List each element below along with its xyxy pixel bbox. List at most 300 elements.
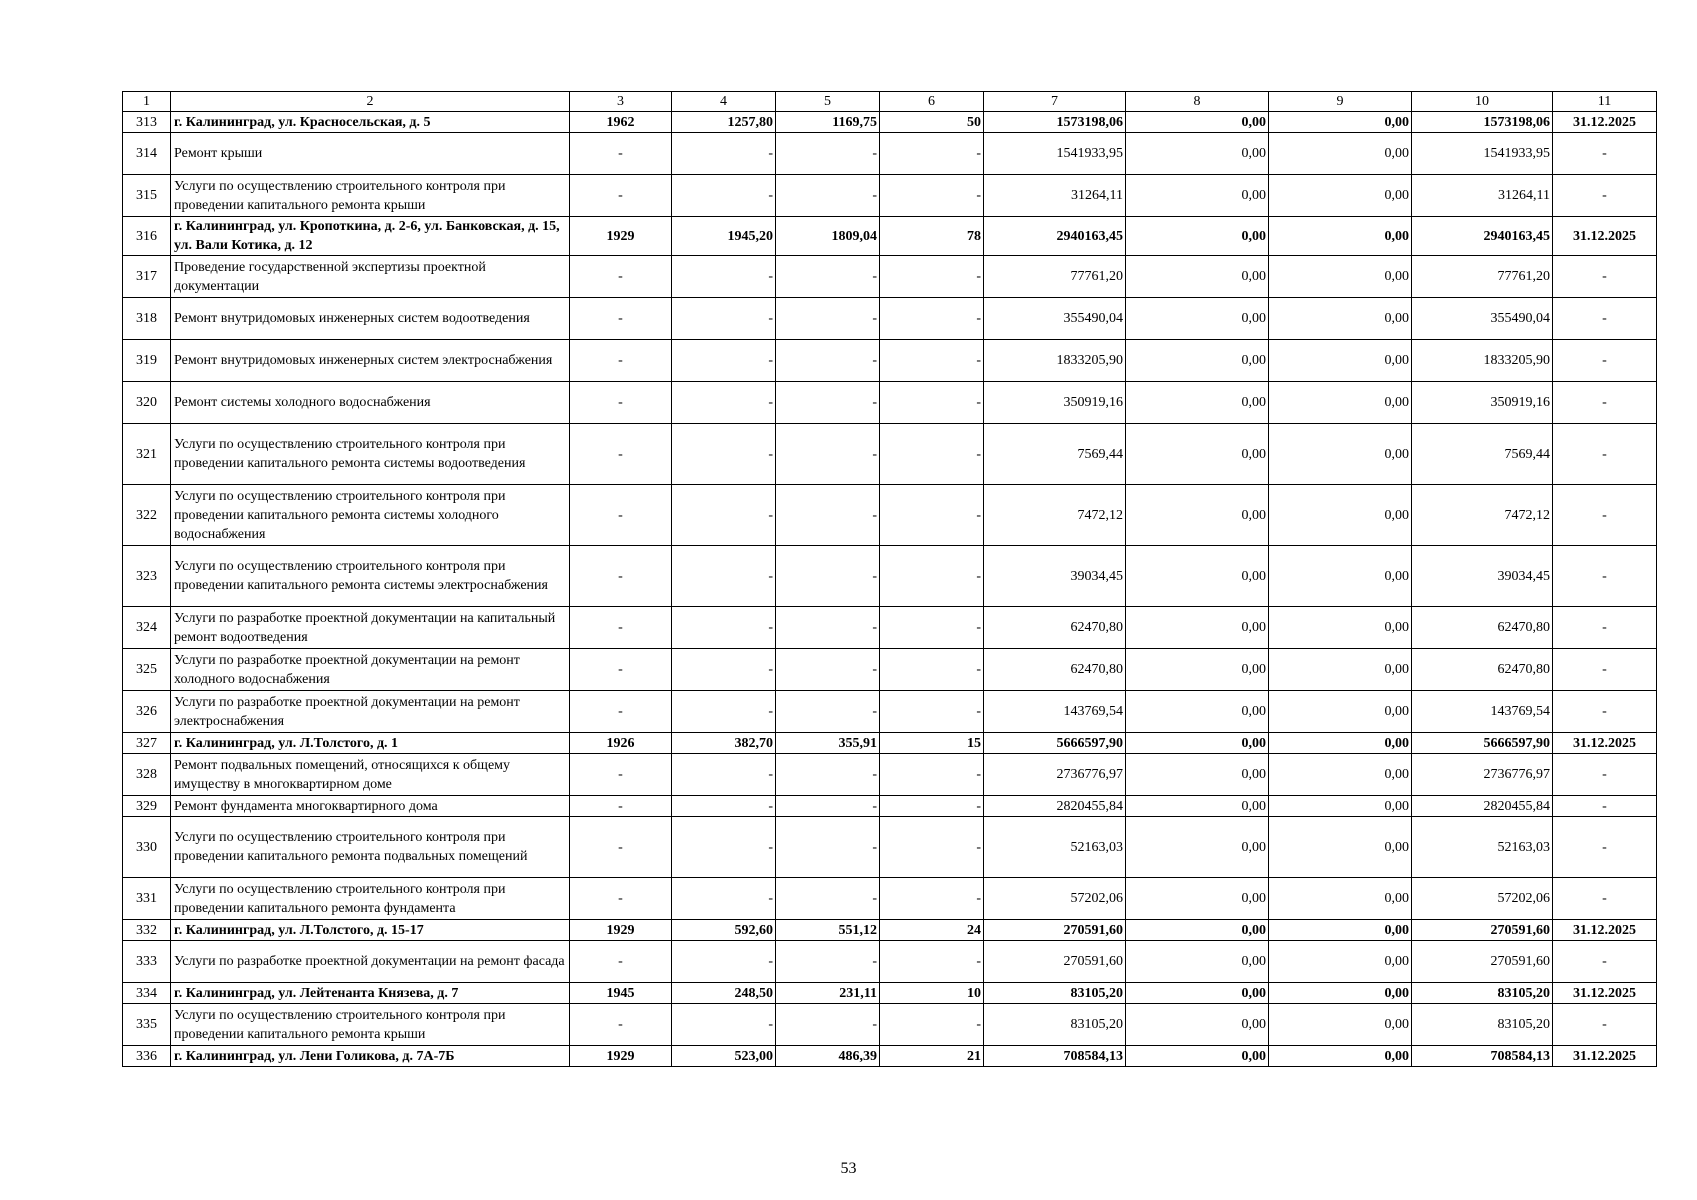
- year-built: 1929: [570, 1046, 672, 1067]
- item-name: г. Калининград, ул. Красносельская, д. 5: [171, 112, 570, 133]
- total-cost: 39034,45: [984, 546, 1126, 607]
- total-area: -: [672, 546, 776, 607]
- total-area: 592,60: [672, 920, 776, 941]
- work-item-row: [123, 298, 1657, 340]
- residents-count: -: [880, 691, 984, 733]
- total-cost: 355490,04: [984, 298, 1126, 340]
- total-cost: 708584,13: [984, 1046, 1126, 1067]
- item-name: г. Калининград, ул. Лени Голикова, д. 7А-7Б: [171, 1046, 570, 1067]
- total-cost: 62470,80: [984, 649, 1126, 691]
- federal-funds: 0,00: [1126, 546, 1269, 607]
- item-name: г. Калининград, ул. Л.Толстого, д. 1: [171, 733, 570, 754]
- item-name: Услуги по осуществлению строительного контроля при проведении капитального ремонта системы водоотведения: [171, 424, 570, 485]
- living-area: -: [776, 691, 880, 733]
- year-built: -: [570, 298, 672, 340]
- total-cost: 5666597,90: [984, 733, 1126, 754]
- owners-funds: 7472,12: [1412, 485, 1553, 546]
- total-area: -: [672, 941, 776, 983]
- completion-date: -: [1553, 796, 1657, 817]
- living-area: -: [776, 546, 880, 607]
- total-area: -: [672, 298, 776, 340]
- work-item-row: [123, 941, 1657, 983]
- residents-count: -: [880, 941, 984, 983]
- federal-funds: 0,00: [1126, 298, 1269, 340]
- column-number-row: [123, 92, 1657, 112]
- living-area: -: [776, 607, 880, 649]
- total-cost: 52163,03: [984, 817, 1126, 878]
- owners-funds: 355490,04: [1412, 298, 1553, 340]
- total-cost: 1573198,06: [984, 112, 1126, 133]
- federal-funds: 0,00: [1126, 256, 1269, 298]
- living-area: -: [776, 175, 880, 217]
- owners-funds: 57202,06: [1412, 878, 1553, 920]
- living-area: 551,12: [776, 920, 880, 941]
- regional-funds: 0,00: [1269, 817, 1412, 878]
- completion-date: -: [1553, 1004, 1657, 1046]
- address-row: [123, 217, 1657, 256]
- total-area: -: [672, 424, 776, 485]
- row-number: 336: [123, 1046, 171, 1067]
- living-area: -: [776, 796, 880, 817]
- living-area: -: [776, 878, 880, 920]
- row-number: 333: [123, 941, 171, 983]
- work-item-row: [123, 485, 1657, 546]
- item-name: Услуги по разработке проектной документации на капитальный ремонт водоотведения: [171, 607, 570, 649]
- row-number: 330: [123, 817, 171, 878]
- completion-date: -: [1553, 754, 1657, 796]
- federal-funds: 0,00: [1126, 217, 1269, 256]
- total-cost: 57202,06: [984, 878, 1126, 920]
- owners-funds: 31264,11: [1412, 175, 1553, 217]
- regional-funds: 0,00: [1269, 920, 1412, 941]
- regional-funds: 0,00: [1269, 691, 1412, 733]
- living-area: -: [776, 941, 880, 983]
- column-number: 7: [984, 92, 1126, 112]
- federal-funds: 0,00: [1126, 920, 1269, 941]
- total-cost: 83105,20: [984, 983, 1126, 1004]
- federal-funds: 0,00: [1126, 1004, 1269, 1046]
- total-area: 248,50: [672, 983, 776, 1004]
- work-item-row: [123, 691, 1657, 733]
- item-name: Услуги по осуществлению строительного контроля при проведении капитального ремонта крыши: [171, 1004, 570, 1046]
- row-number: 327: [123, 733, 171, 754]
- living-area: -: [776, 424, 880, 485]
- year-built: -: [570, 133, 672, 175]
- year-built: -: [570, 256, 672, 298]
- residents-count: 78: [880, 217, 984, 256]
- work-item-row: [123, 133, 1657, 175]
- page-number: 53: [840, 1160, 857, 1177]
- federal-funds: 0,00: [1126, 112, 1269, 133]
- living-area: -: [776, 256, 880, 298]
- living-area: -: [776, 298, 880, 340]
- living-area: 355,91: [776, 733, 880, 754]
- year-built: -: [570, 649, 672, 691]
- work-item-row: [123, 175, 1657, 217]
- regional-funds: 0,00: [1269, 298, 1412, 340]
- total-cost: 31264,11: [984, 175, 1126, 217]
- item-name: Услуги по осуществлению строительного контроля при проведении капитального ремонта подвальных помещений: [171, 817, 570, 878]
- regional-funds: 0,00: [1269, 878, 1412, 920]
- work-item-row: [123, 382, 1657, 424]
- regional-funds: 0,00: [1269, 754, 1412, 796]
- regional-funds: 0,00: [1269, 796, 1412, 817]
- regional-funds: 0,00: [1269, 133, 1412, 175]
- residents-count: -: [880, 340, 984, 382]
- column-number: 8: [1126, 92, 1269, 112]
- year-built: -: [570, 796, 672, 817]
- completion-date: 31.12.2025: [1553, 112, 1657, 133]
- year-built: -: [570, 878, 672, 920]
- federal-funds: 0,00: [1126, 382, 1269, 424]
- owners-funds: 5666597,90: [1412, 733, 1553, 754]
- federal-funds: 0,00: [1126, 133, 1269, 175]
- owners-funds: 2820455,84: [1412, 796, 1553, 817]
- residents-count: -: [880, 649, 984, 691]
- residents-count: -: [880, 878, 984, 920]
- owners-funds: 62470,80: [1412, 607, 1553, 649]
- year-built: -: [570, 485, 672, 546]
- federal-funds: 0,00: [1126, 941, 1269, 983]
- living-area: -: [776, 817, 880, 878]
- total-area: -: [672, 485, 776, 546]
- completion-date: -: [1553, 691, 1657, 733]
- federal-funds: 0,00: [1126, 607, 1269, 649]
- year-built: 1945: [570, 983, 672, 1004]
- year-built: -: [570, 691, 672, 733]
- year-built: -: [570, 1004, 672, 1046]
- year-built: -: [570, 817, 672, 878]
- federal-funds: 0,00: [1126, 691, 1269, 733]
- completion-date: -: [1553, 817, 1657, 878]
- year-built: -: [570, 424, 672, 485]
- federal-funds: 0,00: [1126, 817, 1269, 878]
- living-area: -: [776, 133, 880, 175]
- owners-funds: 1833205,90: [1412, 340, 1553, 382]
- work-item-row: [123, 546, 1657, 607]
- owners-funds: 83105,20: [1412, 983, 1553, 1004]
- federal-funds: 0,00: [1126, 1046, 1269, 1067]
- item-name: Ремонт фундамента многоквартирного дома: [171, 796, 570, 817]
- owners-funds: 1573198,06: [1412, 112, 1553, 133]
- total-area: -: [672, 796, 776, 817]
- item-name: Ремонт системы холодного водоснабжения: [171, 382, 570, 424]
- living-area: -: [776, 340, 880, 382]
- row-number: 328: [123, 754, 171, 796]
- total-area: 523,00: [672, 1046, 776, 1067]
- regional-funds: 0,00: [1269, 649, 1412, 691]
- owners-funds: 270591,60: [1412, 920, 1553, 941]
- column-number: 5: [776, 92, 880, 112]
- year-built: 1962: [570, 112, 672, 133]
- owners-funds: 1541933,95: [1412, 133, 1553, 175]
- total-area: -: [672, 1004, 776, 1046]
- row-number: 323: [123, 546, 171, 607]
- item-name: г. Калининград, ул. Кропоткина, д. 2-6, ул. Банковская, д. 15, ул. Вали Котика, д. 12: [171, 217, 570, 256]
- total-area: -: [672, 817, 776, 878]
- column-number: 1: [123, 92, 171, 112]
- regional-funds: 0,00: [1269, 382, 1412, 424]
- residents-count: 10: [880, 983, 984, 1004]
- completion-date: -: [1553, 941, 1657, 983]
- year-built: -: [570, 607, 672, 649]
- completion-date: -: [1553, 340, 1657, 382]
- total-area: -: [672, 649, 776, 691]
- column-number: 3: [570, 92, 672, 112]
- living-area: -: [776, 1004, 880, 1046]
- regional-funds: 0,00: [1269, 607, 1412, 649]
- living-area: 486,39: [776, 1046, 880, 1067]
- residents-count: -: [880, 382, 984, 424]
- total-cost: 77761,20: [984, 256, 1126, 298]
- total-area: -: [672, 691, 776, 733]
- residents-count: 50: [880, 112, 984, 133]
- year-built: -: [570, 175, 672, 217]
- column-number: 6: [880, 92, 984, 112]
- regional-funds: 0,00: [1269, 1046, 1412, 1067]
- column-number: 9: [1269, 92, 1412, 112]
- owners-funds: 708584,13: [1412, 1046, 1553, 1067]
- work-item-row: [123, 424, 1657, 485]
- total-area: -: [672, 754, 776, 796]
- item-name: Ремонт крыши: [171, 133, 570, 175]
- residents-count: -: [880, 133, 984, 175]
- work-item-row: [123, 649, 1657, 691]
- row-number: 326: [123, 691, 171, 733]
- total-area: -: [672, 607, 776, 649]
- owners-funds: 270591,60: [1412, 941, 1553, 983]
- item-name: г. Калининград, ул. Л.Толстого, д. 15-17: [171, 920, 570, 941]
- owners-funds: 52163,03: [1412, 817, 1553, 878]
- item-name: Услуги по осуществлению строительного контроля при проведении капитального ремонта крыши: [171, 175, 570, 217]
- item-name: Услуги по осуществлению строительного контроля при проведении капитального ремонта системы электроснабжения: [171, 546, 570, 607]
- residents-count: -: [880, 754, 984, 796]
- item-name: г. Калининград, ул. Лейтенанта Князева, д. 7: [171, 983, 570, 1004]
- regional-funds: 0,00: [1269, 485, 1412, 546]
- total-area: -: [672, 175, 776, 217]
- row-number: 319: [123, 340, 171, 382]
- federal-funds: 0,00: [1126, 649, 1269, 691]
- living-area: -: [776, 485, 880, 546]
- residents-count: -: [880, 175, 984, 217]
- completion-date: 31.12.2025: [1553, 217, 1657, 256]
- completion-date: -: [1553, 485, 1657, 546]
- living-area: 1809,04: [776, 217, 880, 256]
- row-number: 325: [123, 649, 171, 691]
- regional-funds: 0,00: [1269, 733, 1412, 754]
- completion-date: -: [1553, 133, 1657, 175]
- year-built: 1929: [570, 217, 672, 256]
- living-area: 1169,75: [776, 112, 880, 133]
- work-item-row: [123, 1004, 1657, 1046]
- regional-funds: 0,00: [1269, 983, 1412, 1004]
- item-name: Услуги по осуществлению строительного контроля при проведении капитального ремонта системы холодного водоснабжения: [171, 485, 570, 546]
- completion-date: -: [1553, 546, 1657, 607]
- item-name: Проведение государственной экспертизы проектной документации: [171, 256, 570, 298]
- residents-count: -: [880, 424, 984, 485]
- completion-date: 31.12.2025: [1553, 1046, 1657, 1067]
- total-area: -: [672, 256, 776, 298]
- column-number: 4: [672, 92, 776, 112]
- work-item-row: [123, 340, 1657, 382]
- residents-count: 21: [880, 1046, 984, 1067]
- residents-count: -: [880, 817, 984, 878]
- row-number: 329: [123, 796, 171, 817]
- federal-funds: 0,00: [1126, 796, 1269, 817]
- completion-date: -: [1553, 298, 1657, 340]
- row-number: 321: [123, 424, 171, 485]
- year-built: -: [570, 754, 672, 796]
- living-area: -: [776, 382, 880, 424]
- total-area: -: [672, 340, 776, 382]
- owners-funds: 2940163,45: [1412, 217, 1553, 256]
- total-cost: 270591,60: [984, 941, 1126, 983]
- regional-funds: 0,00: [1269, 175, 1412, 217]
- row-number: 320: [123, 382, 171, 424]
- completion-date: 31.12.2025: [1553, 920, 1657, 941]
- total-area: -: [672, 382, 776, 424]
- residents-count: -: [880, 256, 984, 298]
- residents-count: 15: [880, 733, 984, 754]
- work-item-row: [123, 607, 1657, 649]
- address-row: [123, 1046, 1657, 1067]
- row-number: 316: [123, 217, 171, 256]
- owners-funds: 77761,20: [1412, 256, 1553, 298]
- regional-funds: 0,00: [1269, 546, 1412, 607]
- row-number: 317: [123, 256, 171, 298]
- living-area: -: [776, 649, 880, 691]
- federal-funds: 0,00: [1126, 340, 1269, 382]
- total-area: 382,70: [672, 733, 776, 754]
- regional-funds: 0,00: [1269, 424, 1412, 485]
- living-area: 231,11: [776, 983, 880, 1004]
- address-row: [123, 920, 1657, 941]
- row-number: 318: [123, 298, 171, 340]
- column-number: 11: [1553, 92, 1657, 112]
- completion-date: -: [1553, 878, 1657, 920]
- row-number: 314: [123, 133, 171, 175]
- federal-funds: 0,00: [1126, 878, 1269, 920]
- total-cost: 143769,54: [984, 691, 1126, 733]
- total-area: 1257,80: [672, 112, 776, 133]
- federal-funds: 0,00: [1126, 485, 1269, 546]
- address-row: [123, 112, 1657, 133]
- row-number: 313: [123, 112, 171, 133]
- regional-funds: 0,00: [1269, 256, 1412, 298]
- repair-program-table: [122, 91, 1657, 1067]
- year-built: -: [570, 941, 672, 983]
- item-name: Услуги по осуществлению строительного контроля при проведении капитального ремонта фундамента: [171, 878, 570, 920]
- item-name: Ремонт внутридомовых инженерных систем водоотведения: [171, 298, 570, 340]
- owners-funds: 7569,44: [1412, 424, 1553, 485]
- federal-funds: 0,00: [1126, 424, 1269, 485]
- owners-funds: 83105,20: [1412, 1004, 1553, 1046]
- completion-date: -: [1553, 382, 1657, 424]
- year-built: -: [570, 340, 672, 382]
- total-cost: 350919,16: [984, 382, 1126, 424]
- row-number: 331: [123, 878, 171, 920]
- work-item-row: [123, 878, 1657, 920]
- work-item-row: [123, 796, 1657, 817]
- federal-funds: 0,00: [1126, 175, 1269, 217]
- regional-funds: 0,00: [1269, 340, 1412, 382]
- completion-date: -: [1553, 649, 1657, 691]
- regional-funds: 0,00: [1269, 112, 1412, 133]
- item-name: Услуги по разработке проектной документации на ремонт фасада: [171, 941, 570, 983]
- residents-count: -: [880, 298, 984, 340]
- federal-funds: 0,00: [1126, 754, 1269, 796]
- total-cost: 83105,20: [984, 1004, 1126, 1046]
- row-number: 332: [123, 920, 171, 941]
- year-built: -: [570, 546, 672, 607]
- item-name: Ремонт внутридомовых инженерных систем электроснабжения: [171, 340, 570, 382]
- completion-date: -: [1553, 175, 1657, 217]
- year-built: 1926: [570, 733, 672, 754]
- residents-count: -: [880, 796, 984, 817]
- completion-date: 31.12.2025: [1553, 733, 1657, 754]
- item-name: Услуги по разработке проектной документации на ремонт холодного водоснабжения: [171, 649, 570, 691]
- regional-funds: 0,00: [1269, 217, 1412, 256]
- work-item-row: [123, 817, 1657, 878]
- item-name: Услуги по разработке проектной документации на ремонт электроснабжения: [171, 691, 570, 733]
- total-area: -: [672, 878, 776, 920]
- total-cost: 1541933,95: [984, 133, 1126, 175]
- regional-funds: 0,00: [1269, 941, 1412, 983]
- row-number: 334: [123, 983, 171, 1004]
- owners-funds: 39034,45: [1412, 546, 1553, 607]
- residents-count: -: [880, 485, 984, 546]
- total-area: 1945,20: [672, 217, 776, 256]
- row-number: 322: [123, 485, 171, 546]
- owners-funds: 2736776,97: [1412, 754, 1553, 796]
- work-item-row: [123, 256, 1657, 298]
- owners-funds: 350919,16: [1412, 382, 1553, 424]
- total-cost: 7472,12: [984, 485, 1126, 546]
- living-area: -: [776, 754, 880, 796]
- completion-date: -: [1553, 424, 1657, 485]
- total-cost: 2940163,45: [984, 217, 1126, 256]
- total-cost: 2736776,97: [984, 754, 1126, 796]
- total-cost: 62470,80: [984, 607, 1126, 649]
- residents-count: -: [880, 1004, 984, 1046]
- work-item-row: [123, 754, 1657, 796]
- year-built: 1929: [570, 920, 672, 941]
- regional-funds: 0,00: [1269, 1004, 1412, 1046]
- owners-funds: 143769,54: [1412, 691, 1553, 733]
- total-cost: 270591,60: [984, 920, 1126, 941]
- residents-count: -: [880, 607, 984, 649]
- row-number: 335: [123, 1004, 171, 1046]
- year-built: -: [570, 382, 672, 424]
- total-cost: 2820455,84: [984, 796, 1126, 817]
- column-number: 2: [171, 92, 570, 112]
- address-row: [123, 983, 1657, 1004]
- federal-funds: 0,00: [1126, 733, 1269, 754]
- completion-date: -: [1553, 256, 1657, 298]
- total-cost: 1833205,90: [984, 340, 1126, 382]
- item-name: Ремонт подвальных помещений, относящихся к общему имуществу в многоквартирном доме: [171, 754, 570, 796]
- total-area: -: [672, 133, 776, 175]
- completion-date: 31.12.2025: [1553, 983, 1657, 1004]
- owners-funds: 62470,80: [1412, 649, 1553, 691]
- residents-count: -: [880, 546, 984, 607]
- row-number: 324: [123, 607, 171, 649]
- address-row: [123, 733, 1657, 754]
- federal-funds: 0,00: [1126, 983, 1269, 1004]
- total-cost: 7569,44: [984, 424, 1126, 485]
- residents-count: 24: [880, 920, 984, 941]
- row-number: 315: [123, 175, 171, 217]
